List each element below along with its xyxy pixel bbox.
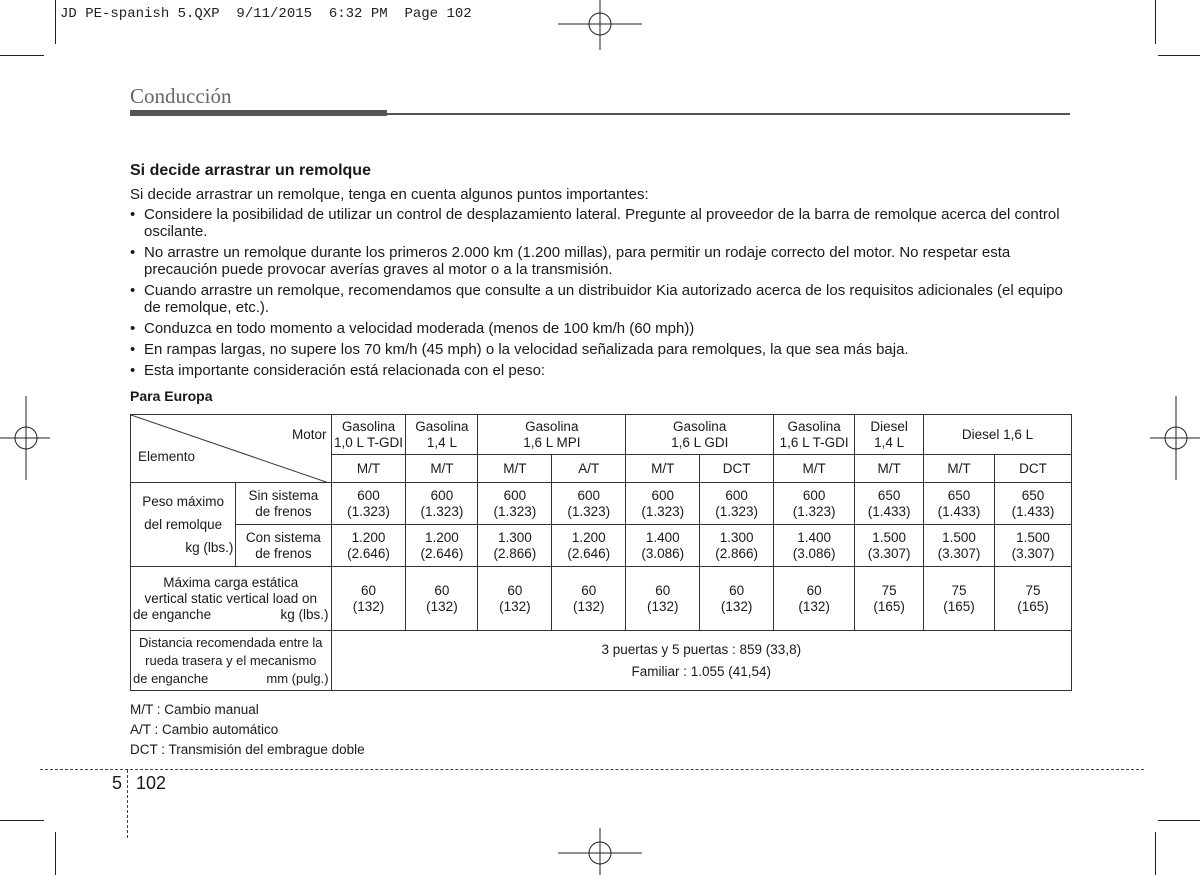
table-cell: 1.400 (3.086) <box>774 525 855 567</box>
list-item: • Considere la posibilidad de utilizar un control de desplazamiento lateral. Pregunte al proveedor de la barra de remolque acerca del control oscilante. <box>130 206 1075 240</box>
engine-header: Gasolina 1,6 L T-GDI <box>774 415 855 455</box>
transmission-header: M/T <box>924 455 995 483</box>
table-subheading: Para Europa <box>130 388 213 404</box>
engine-header: Gasolina 1,0 L T-GDI <box>331 415 406 455</box>
table-cell: 60 (132) <box>552 567 626 631</box>
table-cell: 650 (1.433) <box>994 483 1071 525</box>
table-cell: 60 (132) <box>478 567 552 631</box>
note-line: A/T : Cambio automático <box>130 722 279 737</box>
bullet-list <box>130 206 1075 383</box>
transmission-header: M/T <box>478 455 552 483</box>
engine-header: Gasolina 1,6 L MPI <box>478 415 626 455</box>
no-brakes-label: Sin sistema de frenos <box>236 483 331 525</box>
engine-header: Gasolina 1,6 L GDI <box>626 415 774 455</box>
table-cell: 650 (1.433) <box>855 483 924 525</box>
table-corner-cell <box>131 415 332 483</box>
registration-mark-bottom-icon <box>558 828 642 875</box>
table-cell: 60 (132) <box>774 567 855 631</box>
table-cell: 75 (165) <box>924 567 995 631</box>
table-cell: 1.200 (2.646) <box>552 525 626 567</box>
table-row <box>131 631 1072 691</box>
table-cell: 75 (165) <box>994 567 1071 631</box>
static-load-label: Máxima carga estática vertical static vertical load on de enganche kg (lbs.) <box>131 567 332 631</box>
list-item: • En rampas largas, no supere los 70 km/h (45 mph) o la velocidad señalizada para remolques, la que sea más baja. <box>130 341 1075 358</box>
table-cell: 1.500 (3.307) <box>855 525 924 567</box>
table-cell: 60 (132) <box>406 567 478 631</box>
list-item: • No arrastre un remolque durante los primeros 2.000 km (1.200 millas), para permitir un rodaje correcto del motor. No respetar esta precaución puede provocar averías graves al motor o a la transmisión. <box>130 244 1075 278</box>
section-title: Conducción <box>130 84 232 108</box>
with-brakes-label: Con sistema de frenos <box>236 525 331 567</box>
transmission-header: A/T <box>552 455 626 483</box>
abbreviation-notes <box>130 700 365 760</box>
list-item: • Conduzca en todo momento a velocidad moderada (menos de 100 km/h (60 mph)) <box>130 320 1075 337</box>
table-cell: 600 (1.323) <box>774 483 855 525</box>
registration-mark-left-icon <box>0 396 50 480</box>
chapter-number: 5 <box>112 773 123 793</box>
table-cell: 1.200 (2.646) <box>331 525 406 567</box>
note-line: M/T : Cambio manual <box>130 702 259 717</box>
engine-header: Diesel 1,4 L <box>855 415 924 455</box>
table-row <box>131 415 1072 455</box>
table-cell: 60 (132) <box>700 567 774 631</box>
transmission-header: M/T <box>626 455 700 483</box>
section-heading: Si decide arrastrar un remolque <box>130 162 371 179</box>
transmission-header: DCT <box>700 455 774 483</box>
footer-dashed-rule <box>40 769 1144 770</box>
registration-mark-right-icon <box>1150 396 1200 480</box>
table-cell: 1.400 (3.086) <box>626 525 700 567</box>
intro-paragraph: Si decide arrastrar un remolque, tenga en cuenta algunos puntos importantes: <box>130 186 649 203</box>
table-row <box>131 483 1072 525</box>
note-line: DCT : Transmisión del embrague doble <box>130 742 365 757</box>
table-cell: 600 (1.323) <box>406 483 478 525</box>
distance-value-cell: 3 puertas y 5 puertas : 859 (33,8) Familiar : 1.055 (41,54) <box>331 631 1071 691</box>
transmission-header: M/T <box>406 455 478 483</box>
table-cell: 60 (132) <box>626 567 700 631</box>
table-cell: 1.500 (3.307) <box>994 525 1071 567</box>
header-rule-thick <box>130 110 387 116</box>
towing-spec-table <box>130 414 1072 691</box>
list-item: • Cuando arrastre un remolque, recomendamos que consulte a un distribuidor Kia autorizado acerca de los requisitos adicionales (el equipo de remolque, etc.). <box>130 282 1075 316</box>
list-item: • Esta importante consideración está relacionada con el peso: <box>130 362 1075 379</box>
table-row <box>131 567 1072 631</box>
table-cell: 60 (132) <box>331 567 406 631</box>
distance-label: Distancia recomendada entre la rueda trasera y el mecanismo de enganche mm (pulg.) <box>131 631 332 691</box>
table-cell: 1.500 (3.307) <box>924 525 995 567</box>
table-cell: 600 (1.323) <box>700 483 774 525</box>
transmission-header: M/T <box>774 455 855 483</box>
registration-mark-top-icon <box>558 0 642 50</box>
table-cell: 600 (1.323) <box>626 483 700 525</box>
print-slug: JD PE-spanish 5.QXP 9/11/2015 6:32 PM Page 102 <box>60 6 472 22</box>
table-cell: 600 (1.323) <box>478 483 552 525</box>
engine-header: Diesel 1,6 L <box>924 415 1072 455</box>
footer-vertical-dashed-rule <box>127 770 128 838</box>
transmission-header: M/T <box>331 455 406 483</box>
table-cell: 600 (1.323) <box>331 483 406 525</box>
transmission-header: M/T <box>855 455 924 483</box>
corner-label-element: Elemento <box>138 449 196 464</box>
engine-header: Gasolina 1,4 L <box>406 415 478 455</box>
page-number: 102 <box>136 773 167 793</box>
table-cell: 1.300 (2.866) <box>478 525 552 567</box>
table-row <box>131 525 1072 567</box>
header-rule-thin <box>387 113 1070 115</box>
weight-row-label: Peso máximo del remolque kg (lbs.) <box>131 483 236 567</box>
corner-label-motor: Motor <box>292 427 327 442</box>
table-cell: 75 (165) <box>855 567 924 631</box>
table-cell: 600 (1.323) <box>552 483 626 525</box>
table-cell: 650 (1.433) <box>924 483 995 525</box>
table-cell: 1.200 (2.646) <box>406 525 478 567</box>
table-cell: 1.300 (2.866) <box>700 525 774 567</box>
transmission-header: DCT <box>994 455 1071 483</box>
